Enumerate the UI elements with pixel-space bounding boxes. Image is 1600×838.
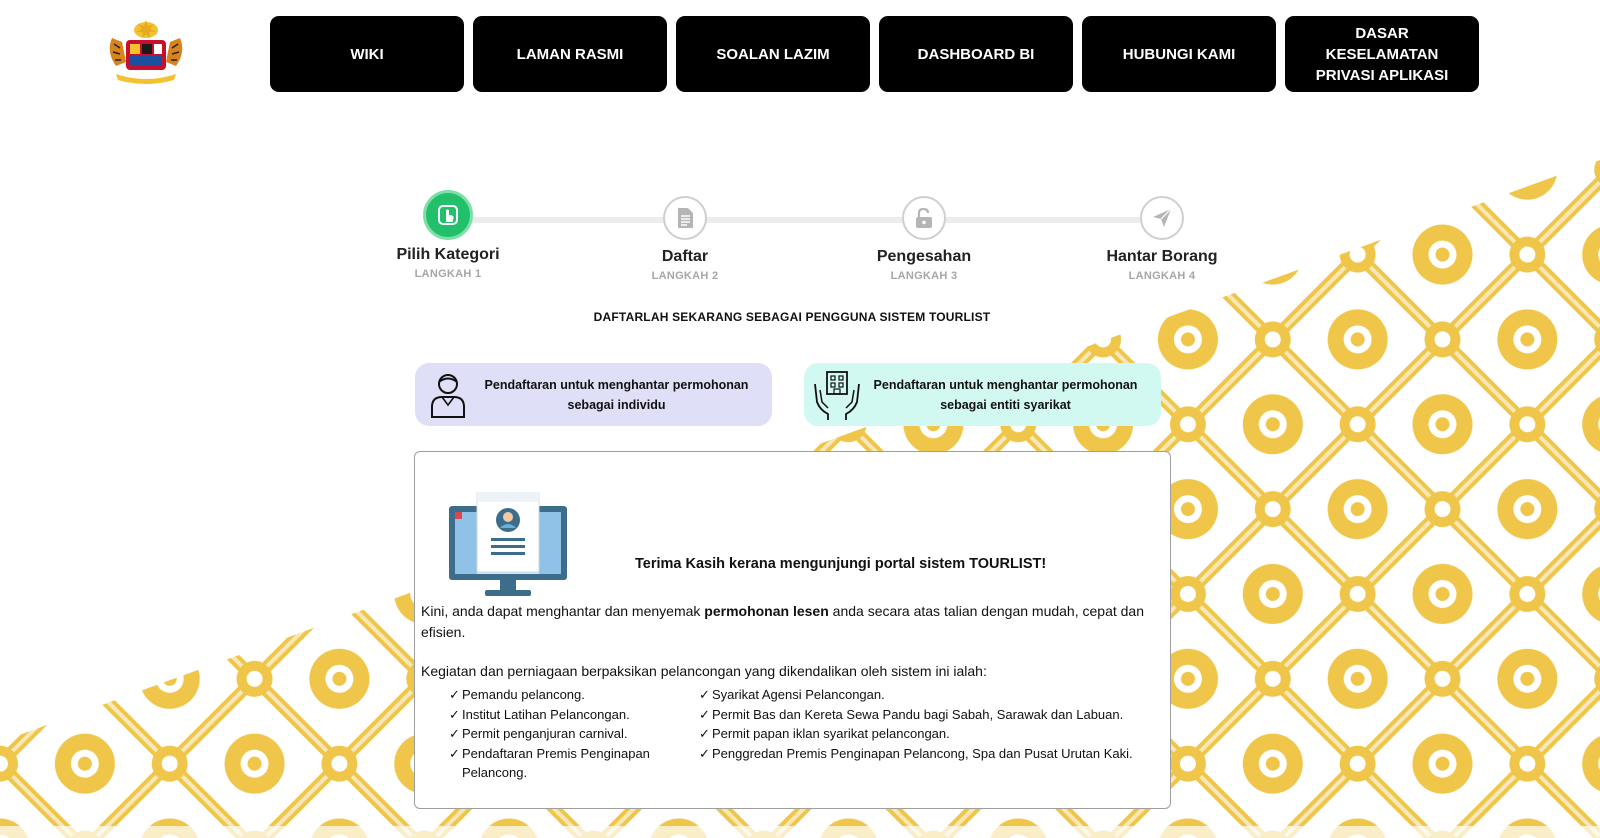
nav-hubungi-kami[interactable]: HUBUNGI KAMI [1082, 16, 1276, 92]
cat-individu-icon-wrap [421, 365, 475, 425]
company-hands-icon [812, 368, 862, 422]
category-individu-card[interactable] [415, 363, 772, 426]
list-item: ✓ Permit papan iklan syarikat pelancongan. [699, 724, 1139, 744]
nav-dashboard-bi[interactable]: DASHBOARD BI [879, 16, 1073, 92]
step-4-title: Hantar Borang [1106, 248, 1218, 265]
step-4-sub: LANGKAH 4 [1128, 270, 1196, 282]
header [0, 0, 1600, 100]
step-pilih-kategori[interactable] [378, 188, 518, 280]
step-4-circle [1140, 196, 1184, 240]
cat-syarikat-icon-wrap [810, 365, 864, 425]
intro-bold-permohonan-lesen: permohonan lesen [704, 603, 829, 619]
document-icon [675, 207, 695, 229]
activity-lists [449, 685, 1139, 783]
step-3-sub: LANGKAH 3 [890, 270, 958, 282]
list-item: ✓ Permit penganjuran carnival. [449, 724, 699, 744]
step-3-title: Pengesahan [876, 248, 972, 265]
monitor-profile-illustration [447, 492, 569, 600]
step-1-sub: LANGKAH 1 [414, 268, 482, 280]
main-nav [270, 16, 1479, 92]
step-1-circle [423, 190, 473, 240]
nav-wiki[interactable]: WIKI [270, 16, 464, 92]
intro-paragraph [421, 601, 1151, 643]
hand-pointer-icon [435, 202, 461, 228]
nav-soalan-lazim[interactable]: SOALAN LAZIM [676, 16, 870, 92]
person-icon [428, 371, 468, 419]
list-item: ✓ Permit Bas dan Kereta Sewa Pandu bagi Sabah, Sarawak dan Labuan. [699, 705, 1139, 725]
step-hantar-borang[interactable] [1092, 188, 1232, 282]
list-item: ✓ Penggredan Premis Penginapan Pelancong, Spa dan Pusat Urutan Kaki. [699, 744, 1139, 764]
category-individu-text: Pendaftaran untuk menghantar permohonan sebagai individu [484, 377, 749, 412]
category-syarikat-card[interactable] [804, 363, 1161, 426]
thank-you-message: Terima Kasih kerana mengunjungi portal sistem TOURLIST! [635, 556, 1047, 572]
activity-list-right [699, 685, 1139, 783]
step-pengesahan[interactable] [854, 188, 994, 282]
paper-plane-icon [1151, 207, 1173, 229]
step-3-circle [902, 196, 946, 240]
step-1-title: Pilih Kategori [396, 246, 500, 263]
nav-laman-rasmi[interactable]: LAMAN RASMI [473, 16, 667, 92]
unlock-icon [913, 207, 935, 229]
list-item: ✓ Institut Latihan Pelancongan. [449, 705, 699, 725]
intro-before: Kini, anda dapat menghantar dan menyemak [421, 603, 705, 619]
activity-list-left [449, 685, 699, 783]
info-panel [414, 451, 1171, 809]
list-item: ✓ Pemandu pelancong. [449, 685, 699, 705]
registration-stepper [398, 188, 1228, 288]
list-item: ✓ Pendaftaran Premis Penginapan Pelancong. [449, 744, 699, 783]
nav-dasar-privasi[interactable]: DASAR KESELAMATAN PRIVASI APLIKASI [1285, 16, 1479, 92]
step-daftar[interactable] [615, 188, 755, 282]
list-item: ✓ Syarikat Agensi Pelancongan. [699, 685, 1139, 705]
stepper-track [448, 217, 1178, 223]
step-2-circle [663, 196, 707, 240]
registration-headline: DAFTARLAH SEKARANG SEBAGAI PENGGUNA SISTEM TOURLIST [593, 310, 991, 324]
activities-heading: Kegiatan dan perniagaan berpaksikan pelancongan yang dikendalikan oleh sistem ini ialah: [421, 663, 987, 679]
category-syarikat-text: Pendaftaran untuk menghantar permohonan sebagai entiti syarikat [873, 377, 1138, 412]
coat-of-arms-logo[interactable] [102, 18, 190, 88]
intro-after: anda secara atas talian dengan mudah, cepat dan efisien. [421, 603, 1144, 640]
step-2-title: Daftar [661, 248, 709, 265]
step-2-sub: LANGKAH 2 [651, 270, 719, 282]
